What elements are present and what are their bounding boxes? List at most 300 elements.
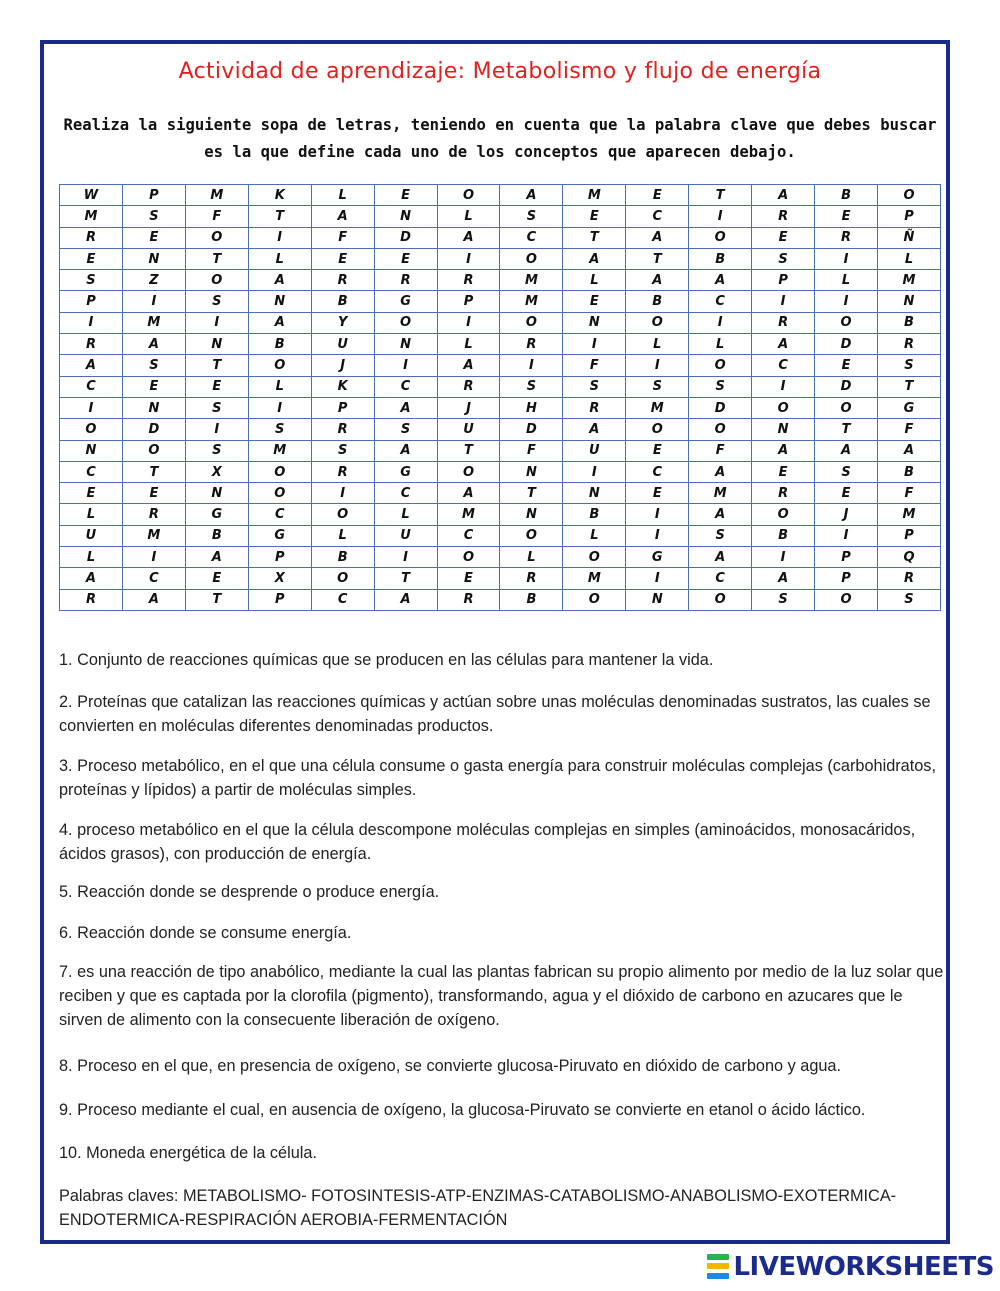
grid-cell[interactable]: L (311, 525, 374, 546)
grid-cell[interactable]: A (437, 483, 500, 504)
grid-cell[interactable]: C (248, 504, 311, 525)
grid-cell[interactable]: C (500, 227, 563, 248)
instructions: Realiza la siguiente sopa de letras, teniendo en cuenta que la palabra clave que debes buscar es la que define cada uno de los conceptos que aparecen debajo. (63, 116, 937, 161)
grid-cell[interactable]: E (815, 483, 878, 504)
grid-cell[interactable]: O (437, 185, 500, 206)
grid-cell[interactable]: O (248, 483, 311, 504)
grid-cell[interactable]: R (60, 227, 123, 248)
grid-cell[interactable]: F (877, 483, 940, 504)
grid-cell[interactable]: B (500, 589, 563, 610)
grid-cell[interactable]: A (248, 312, 311, 333)
grid-cell[interactable]: E (626, 483, 689, 504)
grid-cell[interactable]: S (563, 376, 626, 397)
grid-cell[interactable]: I (752, 291, 815, 312)
grid-cell[interactable]: A (626, 227, 689, 248)
grid-cell[interactable]: I (815, 291, 878, 312)
grid-cell[interactable]: F (500, 440, 563, 461)
grid-cell[interactable]: L (374, 504, 437, 525)
grid-cell[interactable]: R (752, 206, 815, 227)
grid-cell[interactable]: S (689, 525, 752, 546)
logo-text: LIVEWORKSHEETS (733, 1252, 994, 1282)
grid-cell[interactable]: B (311, 547, 374, 568)
word-search-grid[interactable] (59, 184, 941, 611)
grid-cell[interactable]: D (815, 376, 878, 397)
grid-cell[interactable]: R (311, 419, 374, 440)
grid-cell[interactable]: S (689, 376, 752, 397)
grid-cell[interactable]: P (877, 525, 940, 546)
grid-cell[interactable]: P (815, 568, 878, 589)
grid-row (60, 483, 941, 504)
grid-cell[interactable]: S (500, 206, 563, 227)
grid-cell[interactable]: I (248, 227, 311, 248)
grid-cell[interactable]: D (689, 397, 752, 418)
grid-cell[interactable]: I (185, 419, 248, 440)
grid-cell[interactable]: C (689, 568, 752, 589)
grid-cell[interactable]: T (877, 376, 940, 397)
grid-cell[interactable]: S (752, 248, 815, 269)
grid-cell[interactable]: O (752, 397, 815, 418)
grid-cell[interactable]: Z (122, 270, 185, 291)
grid-cell[interactable]: S (248, 419, 311, 440)
grid-cell[interactable]: A (689, 270, 752, 291)
grid-cell[interactable]: I (311, 483, 374, 504)
question-1: 1. Conjunto de reacciones químicas que se producen en las células para mantener la vida. (59, 651, 714, 669)
grid-cell[interactable]: N (248, 291, 311, 312)
grid-cell[interactable]: P (311, 397, 374, 418)
grid-cell[interactable]: E (626, 185, 689, 206)
grid-cell[interactable]: C (689, 291, 752, 312)
grid-cell[interactable]: A (500, 185, 563, 206)
grid-cell[interactable]: C (752, 355, 815, 376)
grid-cell[interactable]: R (563, 397, 626, 418)
grid-cell[interactable]: M (563, 185, 626, 206)
grid-cell[interactable]: O (60, 419, 123, 440)
grid-row (60, 547, 941, 568)
grid-cell[interactable]: B (311, 291, 374, 312)
grid-cell[interactable]: T (500, 483, 563, 504)
grid-cell[interactable]: B (877, 312, 940, 333)
grid-cell[interactable]: I (626, 504, 689, 525)
grid-cell[interactable]: R (122, 504, 185, 525)
grid-cell[interactable]: D (374, 227, 437, 248)
grid-cell[interactable]: O (311, 504, 374, 525)
grid-cell[interactable]: A (689, 547, 752, 568)
grid-cell[interactable]: T (185, 355, 248, 376)
grid-cell[interactable]: A (752, 185, 815, 206)
question-10: 10. Moneda energética de la célula. (59, 1144, 317, 1162)
grid-cell[interactable]: G (877, 397, 940, 418)
grid-cell[interactable]: R (437, 589, 500, 610)
grid-cell[interactable]: R (311, 270, 374, 291)
grid-cell[interactable]: I (122, 291, 185, 312)
grid-cell[interactable]: A (60, 355, 123, 376)
grid-cell[interactable]: A (60, 568, 123, 589)
grid-cell[interactable]: C (60, 376, 123, 397)
grid-cell[interactable]: O (626, 312, 689, 333)
grid-cell[interactable]: X (185, 461, 248, 482)
grid-cell[interactable]: N (752, 419, 815, 440)
grid-cell[interactable]: G (626, 547, 689, 568)
grid-cell[interactable]: E (752, 461, 815, 482)
grid-cell[interactable]: O (437, 461, 500, 482)
grid-cell[interactable]: L (563, 525, 626, 546)
grid-cell[interactable]: P (815, 547, 878, 568)
grid-cell[interactable]: C (374, 483, 437, 504)
grid-cell[interactable]: E (437, 568, 500, 589)
grid-cell[interactable]: E (185, 568, 248, 589)
grid-cell[interactable]: U (374, 525, 437, 546)
grid-cell[interactable]: C (311, 589, 374, 610)
grid-cell[interactable]: T (122, 461, 185, 482)
grid-cell[interactable]: S (185, 440, 248, 461)
grid-cell[interactable]: O (185, 270, 248, 291)
grid-row (60, 227, 941, 248)
grid-cell[interactable]: I (563, 461, 626, 482)
grid-cell[interactable]: M (500, 291, 563, 312)
grid-cell[interactable]: Q (877, 547, 940, 568)
grid-cell[interactable]: W (60, 185, 123, 206)
grid-cell[interactable]: O (626, 419, 689, 440)
grid-cell[interactable]: E (563, 206, 626, 227)
grid-cell[interactable]: C (626, 206, 689, 227)
grid-cell[interactable]: O (500, 312, 563, 333)
grid-cell[interactable]: L (60, 504, 123, 525)
grid-cell[interactable]: R (752, 483, 815, 504)
grid-cell[interactable]: C (626, 461, 689, 482)
grid-cell[interactable]: A (815, 440, 878, 461)
grid-cell[interactable]: Y (311, 312, 374, 333)
grid-cell[interactable]: I (374, 547, 437, 568)
grid-cell[interactable]: M (563, 568, 626, 589)
grid-cell[interactable]: J (437, 397, 500, 418)
grid-cell[interactable]: E (752, 227, 815, 248)
grid-cell[interactable]: K (248, 185, 311, 206)
grid-cell[interactable]: I (437, 312, 500, 333)
grid-cell[interactable]: K (311, 376, 374, 397)
question-8: 8. Proceso en el que, en presencia de oxígeno, se convierte glucosa-Piruvato en dióxido de carbono y agua. (59, 1057, 842, 1075)
grid-cell[interactable]: P (122, 185, 185, 206)
grid-cell[interactable]: I (689, 312, 752, 333)
grid-cell[interactable]: B (248, 334, 311, 355)
grid-row (60, 440, 941, 461)
grid-cell[interactable]: B (877, 461, 940, 482)
grid-cell[interactable]: F (877, 419, 940, 440)
grid-cell[interactable]: T (815, 419, 878, 440)
grid-cell[interactable]: I (626, 525, 689, 546)
grid-cell[interactable]: U (311, 334, 374, 355)
grid-cell[interactable]: E (374, 185, 437, 206)
grid-cell[interactable]: S (877, 589, 940, 610)
grid-cell[interactable]: L (877, 248, 940, 269)
grid-row (60, 525, 941, 546)
question-2: 2. Proteínas que catalizan las reacciones químicas y actúan sobre unas moléculas denominadas sustratos, las cuales se convierten en moléculas diferentes denominadas productos. (59, 693, 931, 735)
grid-cell[interactable]: J (815, 504, 878, 525)
grid-cell[interactable]: A (437, 355, 500, 376)
grid-cell[interactable]: E (563, 291, 626, 312)
grid-cell[interactable]: S (877, 355, 940, 376)
grid-row (60, 248, 941, 269)
grid-cell[interactable]: O (500, 525, 563, 546)
grid-cell[interactable]: A (752, 334, 815, 355)
grid-cell[interactable]: I (563, 334, 626, 355)
grid-cell[interactable]: I (815, 525, 878, 546)
grid-cell[interactable]: I (752, 547, 815, 568)
grid-cell[interactable]: M (437, 504, 500, 525)
grid-cell[interactable]: A (374, 440, 437, 461)
grid-cell[interactable]: L (248, 248, 311, 269)
grid-cell[interactable]: O (185, 227, 248, 248)
grid-cell[interactable]: L (815, 270, 878, 291)
grid-cell[interactable]: O (122, 440, 185, 461)
grid-cell[interactable]: E (122, 227, 185, 248)
grid-cell[interactable]: A (877, 440, 940, 461)
grid-cell[interactable]: L (500, 547, 563, 568)
grid-cell[interactable]: A (122, 589, 185, 610)
grid-cell[interactable]: R (374, 270, 437, 291)
grid-cell[interactable]: E (626, 440, 689, 461)
grid-cell[interactable]: M (626, 397, 689, 418)
grid-cell[interactable]: E (374, 248, 437, 269)
grid-cell[interactable]: T (248, 206, 311, 227)
grid-cell[interactable]: M (877, 270, 940, 291)
grid-cell[interactable]: I (626, 355, 689, 376)
grid-cell[interactable]: O (689, 355, 752, 376)
grid-cell[interactable]: L (437, 206, 500, 227)
grid-cell[interactable]: D (122, 419, 185, 440)
grid-row (60, 504, 941, 525)
grid-cell[interactable]: U (60, 525, 123, 546)
grid-cell[interactable]: T (437, 440, 500, 461)
grid-cell[interactable]: U (563, 440, 626, 461)
grid-cell[interactable]: G (374, 291, 437, 312)
grid-cell[interactable]: L (437, 334, 500, 355)
grid-cell[interactable]: B (563, 504, 626, 525)
grid-cell[interactable]: A (185, 547, 248, 568)
grid-row (60, 568, 941, 589)
grid-cell[interactable]: M (122, 312, 185, 333)
grid-cell[interactable]: E (122, 376, 185, 397)
grid-cell[interactable]: S (626, 376, 689, 397)
grid-cell[interactable]: M (60, 206, 123, 227)
grid-cell[interactable]: O (815, 312, 878, 333)
grid-cell[interactable]: A (689, 461, 752, 482)
grid-cell[interactable]: O (500, 248, 563, 269)
grid-cell[interactable]: R (437, 270, 500, 291)
grid-cell[interactable]: R (60, 334, 123, 355)
grid-cell[interactable]: S (122, 355, 185, 376)
grid-cell[interactable]: I (626, 568, 689, 589)
grid-cell[interactable]: F (689, 440, 752, 461)
grid-cell[interactable]: M (689, 483, 752, 504)
grid-cell[interactable]: E (122, 483, 185, 504)
grid-cell[interactable]: S (311, 440, 374, 461)
grid-cell[interactable]: U (437, 419, 500, 440)
grid-cell[interactable]: N (563, 483, 626, 504)
grid-row (60, 589, 941, 610)
grid-cell[interactable]: N (185, 483, 248, 504)
grid-cell[interactable]: M (877, 504, 940, 525)
grid-cell[interactable]: G (185, 504, 248, 525)
grid-cell[interactable]: I (437, 248, 500, 269)
grid-cell[interactable]: I (689, 206, 752, 227)
grid-cell[interactable]: A (752, 440, 815, 461)
grid-cell[interactable]: J (311, 355, 374, 376)
grid-cell[interactable]: C (122, 568, 185, 589)
grid-cell[interactable]: R (752, 312, 815, 333)
grid-cell[interactable]: C (374, 376, 437, 397)
grid-cell[interactable]: O (437, 547, 500, 568)
grid-cell[interactable]: A (374, 589, 437, 610)
grid-cell[interactable]: N (626, 589, 689, 610)
grid-cell[interactable]: N (877, 291, 940, 312)
grid-cell[interactable]: L (60, 547, 123, 568)
grid-cell[interactable]: N (374, 334, 437, 355)
grid-cell[interactable]: P (437, 291, 500, 312)
grid-cell[interactable]: L (689, 334, 752, 355)
grid-row (60, 312, 941, 333)
grid-cell[interactable]: S (122, 206, 185, 227)
grid-cell[interactable]: N (563, 312, 626, 333)
grid-cell[interactable]: R (500, 568, 563, 589)
grid-cell[interactable]: R (877, 334, 940, 355)
grid-cell[interactable]: B (689, 248, 752, 269)
grid-cell[interactable]: A (374, 397, 437, 418)
grid-cell[interactable]: I (60, 397, 123, 418)
grid-cell[interactable]: P (752, 270, 815, 291)
grid-cell[interactable]: I (815, 248, 878, 269)
grid-cell[interactable]: B (752, 525, 815, 546)
grid-cell[interactable]: B (185, 525, 248, 546)
grid-cell[interactable]: A (563, 248, 626, 269)
grid-cell[interactable]: A (563, 419, 626, 440)
grid-cell[interactable]: O (815, 589, 878, 610)
grid-cell[interactable]: O (815, 397, 878, 418)
grid-cell[interactable]: O (248, 461, 311, 482)
grid-cell[interactable]: G (248, 525, 311, 546)
grid-cell[interactable]: L (626, 334, 689, 355)
grid-cell[interactable]: R (877, 568, 940, 589)
grid-cell[interactable]: I (122, 547, 185, 568)
grid-cell[interactable]: R (60, 589, 123, 610)
grid-cell[interactable]: S (815, 461, 878, 482)
grid-cell[interactable]: B (626, 291, 689, 312)
grid-cell[interactable]: S (374, 419, 437, 440)
grid-cell[interactable]: O (374, 312, 437, 333)
grid-cell[interactable]: O (689, 419, 752, 440)
grid-cell[interactable]: A (437, 227, 500, 248)
grid-cell[interactable]: R (500, 334, 563, 355)
grid-cell[interactable]: E (815, 206, 878, 227)
grid-cell[interactable]: O (877, 185, 940, 206)
grid-cell[interactable]: O (689, 589, 752, 610)
grid-cell[interactable]: I (500, 355, 563, 376)
grid-cell[interactable]: T (185, 248, 248, 269)
grid-cell[interactable]: E (60, 483, 123, 504)
grid-cell[interactable]: T (626, 248, 689, 269)
grid-cell[interactable]: S (185, 291, 248, 312)
logo-blocks-icon (707, 1254, 729, 1280)
grid-cell[interactable]: L (248, 376, 311, 397)
grid-cell[interactable]: I (60, 312, 123, 333)
grid-cell[interactable]: I (248, 397, 311, 418)
grid-cell[interactable]: T (563, 227, 626, 248)
grid-cell[interactable]: O (752, 504, 815, 525)
grid-cell[interactable]: S (500, 376, 563, 397)
grid-cell[interactable]: M (185, 185, 248, 206)
grid-cell[interactable]: O (563, 589, 626, 610)
grid-cell[interactable]: O (248, 355, 311, 376)
grid-cell[interactable]: N (122, 248, 185, 269)
grid-cell[interactable]: C (60, 461, 123, 482)
grid-cell[interactable]: M (248, 440, 311, 461)
grid-row (60, 397, 941, 418)
grid-cell[interactable]: D (815, 334, 878, 355)
grid-cell[interactable]: H (500, 397, 563, 418)
grid-cell[interactable]: E (311, 248, 374, 269)
grid-cell[interactable]: E (815, 355, 878, 376)
grid-cell[interactable]: N (500, 504, 563, 525)
grid-cell[interactable]: A (311, 206, 374, 227)
grid-cell[interactable]: S (185, 397, 248, 418)
grid-cell[interactable]: I (752, 376, 815, 397)
grid-cell[interactable]: P (248, 589, 311, 610)
grid-cell[interactable]: R (815, 227, 878, 248)
grid-cell[interactable]: N (374, 206, 437, 227)
grid-cell[interactable]: O (563, 547, 626, 568)
grid-cell[interactable]: O (689, 227, 752, 248)
grid-cell[interactable]: P (877, 206, 940, 227)
grid-cell[interactable]: F (185, 206, 248, 227)
grid-cell[interactable]: L (563, 270, 626, 291)
grid-cell[interactable]: R (311, 461, 374, 482)
grid-cell[interactable]: F (311, 227, 374, 248)
grid-cell[interactable]: X (248, 568, 311, 589)
grid-cell[interactable]: S (60, 270, 123, 291)
grid-cell[interactable]: E (60, 248, 123, 269)
grid-cell[interactable]: N (500, 461, 563, 482)
grid-cell[interactable]: R (437, 376, 500, 397)
grid-row (60, 206, 941, 227)
grid-cell[interactable]: B (815, 185, 878, 206)
grid-cell[interactable]: S (752, 589, 815, 610)
grid-cell[interactable]: Ñ (877, 227, 940, 248)
grid-cell[interactable]: O (311, 568, 374, 589)
grid-cell[interactable]: T (374, 568, 437, 589)
grid-cell[interactable]: I (185, 312, 248, 333)
grid-cell[interactable]: N (122, 397, 185, 418)
grid-cell[interactable]: A (689, 504, 752, 525)
grid-cell[interactable]: T (689, 185, 752, 206)
grid-cell[interactable]: A (626, 270, 689, 291)
grid-cell[interactable]: P (248, 547, 311, 568)
grid-cell[interactable]: G (374, 461, 437, 482)
grid-cell[interactable]: T (185, 589, 248, 610)
grid-cell[interactable]: I (374, 355, 437, 376)
grid-cell[interactable]: C (437, 525, 500, 546)
grid-cell[interactable]: L (311, 185, 374, 206)
grid-cell[interactable]: A (122, 334, 185, 355)
grid-cell[interactable]: A (752, 568, 815, 589)
grid-cell[interactable]: M (122, 525, 185, 546)
grid-cell[interactable]: E (185, 376, 248, 397)
grid-cell[interactable]: N (60, 440, 123, 461)
grid-cell[interactable]: D (500, 419, 563, 440)
grid-cell[interactable]: M (500, 270, 563, 291)
grid-cell[interactable]: N (185, 334, 248, 355)
grid-cell[interactable]: A (248, 270, 311, 291)
grid-cell[interactable]: P (60, 291, 123, 312)
grid-cell[interactable]: F (563, 355, 626, 376)
